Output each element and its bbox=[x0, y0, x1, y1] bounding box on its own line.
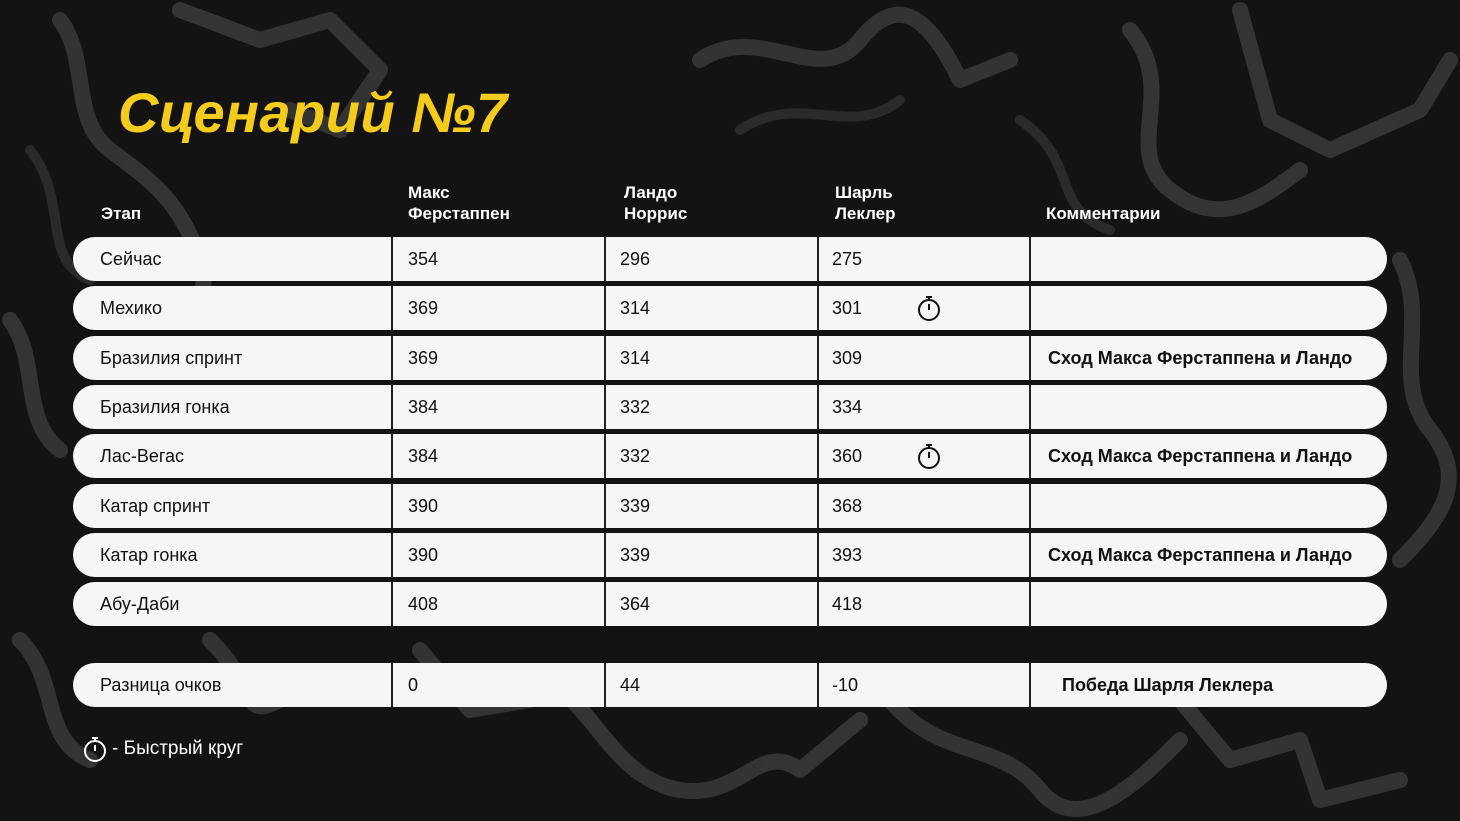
column-divider bbox=[604, 484, 606, 528]
column-divider bbox=[391, 286, 393, 330]
column-divider bbox=[1029, 286, 1031, 330]
column-divider bbox=[604, 385, 606, 429]
table-row bbox=[73, 385, 1387, 429]
column-divider bbox=[1029, 336, 1031, 380]
cell-stage: Сейчас bbox=[100, 249, 162, 269]
header-lando: Ландо Норрис bbox=[624, 183, 688, 223]
column-divider bbox=[817, 582, 819, 626]
cell-lando: 296 bbox=[620, 249, 651, 269]
column-divider bbox=[817, 533, 819, 577]
column-divider bbox=[604, 237, 606, 281]
column-divider bbox=[391, 237, 393, 281]
cell-stage: Катар спринт bbox=[100, 496, 211, 516]
column-divider bbox=[1029, 582, 1031, 626]
column-divider bbox=[817, 663, 819, 707]
cell-max: 390 bbox=[408, 545, 439, 565]
cell-max: 354 bbox=[408, 249, 439, 269]
legend-label: - Быстрый круг bbox=[112, 738, 244, 759]
cell-comment: Сход Макса Ферстаппена и Ландо bbox=[1048, 545, 1353, 565]
cell-comment: Победа Шарля Леклера bbox=[1062, 675, 1274, 695]
cell-stage: Разница очков bbox=[100, 675, 222, 695]
cell-lando: 339 bbox=[620, 545, 651, 565]
cell-comment: Сход Макса Ферстаппена и Ландо bbox=[1048, 348, 1353, 368]
stopwatch-icon bbox=[82, 735, 108, 763]
table-row bbox=[73, 484, 1387, 528]
summary-row bbox=[73, 663, 1387, 707]
page-title: Сценарий №7 bbox=[118, 81, 508, 144]
cell-charles: 334 bbox=[832, 397, 863, 417]
header-comments: Комментарии bbox=[1046, 204, 1161, 223]
column-divider bbox=[604, 533, 606, 577]
table-row bbox=[73, 533, 1387, 577]
cell-max: 384 bbox=[408, 397, 439, 417]
cell-comment: Сход Макса Ферстаппена и Ландо bbox=[1048, 446, 1353, 466]
column-divider bbox=[391, 582, 393, 626]
cell-max: 369 bbox=[408, 298, 439, 318]
header-stage: Этап bbox=[101, 204, 142, 223]
column-divider bbox=[604, 582, 606, 626]
column-divider bbox=[817, 286, 819, 330]
column-divider bbox=[817, 484, 819, 528]
column-divider bbox=[817, 434, 819, 478]
cell-charles: -10 bbox=[832, 675, 859, 695]
cell-stage: Абу-Даби bbox=[100, 594, 180, 614]
cell-max: 0 bbox=[408, 675, 419, 695]
header-charles: Шарль Леклер bbox=[835, 183, 896, 223]
cell-charles: 393 bbox=[832, 545, 863, 565]
cell-charles: 360 bbox=[832, 446, 863, 466]
cell-stage: Мехико bbox=[100, 298, 162, 318]
cell-charles: 275 bbox=[832, 249, 863, 269]
cell-charles: 309 bbox=[832, 348, 863, 368]
column-divider bbox=[391, 663, 393, 707]
column-divider bbox=[817, 237, 819, 281]
legend bbox=[82, 735, 243, 763]
column-divider bbox=[391, 533, 393, 577]
cell-stage: Лас-Вегас bbox=[100, 446, 185, 466]
column-divider bbox=[604, 434, 606, 478]
column-divider bbox=[391, 484, 393, 528]
column-divider bbox=[604, 663, 606, 707]
column-divider bbox=[391, 434, 393, 478]
cell-max: 408 bbox=[408, 594, 439, 614]
column-divider bbox=[604, 286, 606, 330]
stopwatch-icon bbox=[916, 294, 942, 322]
cell-lando: 44 bbox=[620, 675, 641, 695]
cell-stage: Бразилия спринт bbox=[100, 348, 243, 368]
table-row bbox=[73, 286, 1387, 330]
column-divider bbox=[1029, 484, 1031, 528]
cell-lando: 332 bbox=[620, 446, 651, 466]
column-divider bbox=[817, 385, 819, 429]
cell-lando: 332 bbox=[620, 397, 651, 417]
header-max: Макс Ферстаппен bbox=[408, 183, 510, 223]
cell-max: 390 bbox=[408, 496, 439, 516]
column-divider bbox=[1029, 434, 1031, 478]
column-divider bbox=[817, 336, 819, 380]
column-divider bbox=[1029, 385, 1031, 429]
column-divider bbox=[1029, 663, 1031, 707]
cell-lando: 314 bbox=[620, 348, 651, 368]
cell-charles: 368 bbox=[832, 496, 863, 516]
table-row bbox=[73, 336, 1387, 380]
cell-max: 369 bbox=[408, 348, 439, 368]
cell-lando: 314 bbox=[620, 298, 651, 318]
cell-lando: 364 bbox=[620, 594, 651, 614]
column-divider bbox=[391, 385, 393, 429]
stopwatch-icon bbox=[916, 442, 942, 470]
column-divider bbox=[604, 336, 606, 380]
cell-max: 384 bbox=[408, 446, 439, 466]
table-row bbox=[73, 582, 1387, 626]
cell-stage: Бразилия гонка bbox=[100, 397, 230, 417]
column-divider bbox=[391, 336, 393, 380]
table-row bbox=[73, 434, 1387, 478]
column-divider bbox=[1029, 237, 1031, 281]
table-row bbox=[73, 237, 1387, 281]
cell-lando: 339 bbox=[620, 496, 651, 516]
column-divider bbox=[1029, 533, 1031, 577]
cell-charles: 301 bbox=[832, 298, 863, 318]
cell-charles: 418 bbox=[832, 594, 863, 614]
cell-stage: Катар гонка bbox=[100, 545, 198, 565]
